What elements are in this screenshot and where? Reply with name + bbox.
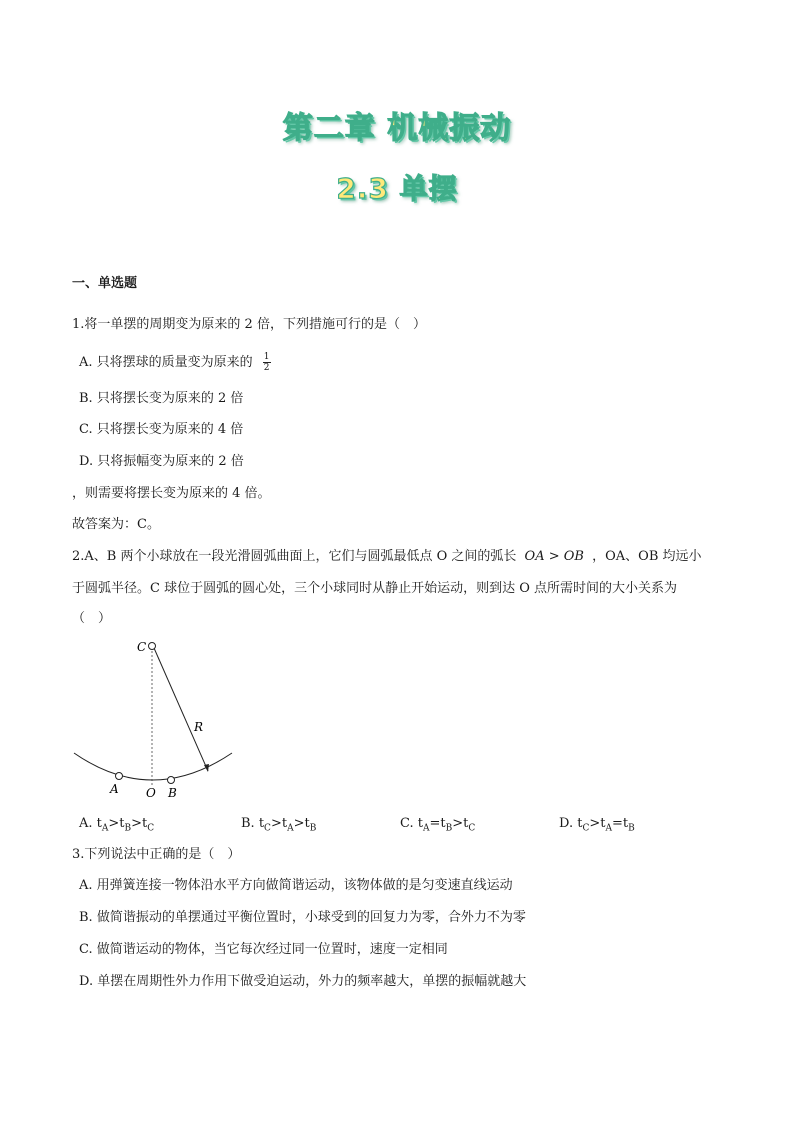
q1-option-d: D. 只将振幅变为原来的 2 倍 xyxy=(79,454,244,469)
option-text: =t xyxy=(611,816,629,831)
label-o: O xyxy=(146,786,156,800)
q2-option-d xyxy=(559,814,635,839)
subscript: B xyxy=(445,823,453,834)
subscript: B xyxy=(628,823,635,834)
subscript: A xyxy=(422,823,430,834)
subscript: B xyxy=(309,823,317,834)
option-text: =t xyxy=(429,816,446,831)
ball-a xyxy=(116,773,123,780)
q3-option-c: C. 做简谐运动的物体，当它每次经过同一位置时，速度一定相同 xyxy=(79,942,448,957)
ball-b xyxy=(168,777,175,784)
q3-option-d: D. 单摆在周期性外力作用下做受迫运动，外力的频率越大，单摆的振幅就越大 xyxy=(79,974,527,989)
option-text: >t xyxy=(452,816,469,831)
q2-stem-math: OA > OB xyxy=(524,549,584,564)
label-c: C xyxy=(137,640,147,654)
q1-option-a-fraction xyxy=(263,352,271,373)
ball-c xyxy=(149,643,156,650)
q1-option-b: B. 只将摆长变为原来的 2 倍 xyxy=(79,391,244,406)
q3-stem: 3.下列说法中正确的是（ ） xyxy=(72,847,241,862)
subscript: C xyxy=(468,823,476,834)
section-heading: 一、单选题 xyxy=(72,276,138,291)
label-b: B xyxy=(168,786,177,800)
option-text: C. t xyxy=(400,816,423,831)
option-text: >t xyxy=(131,816,148,831)
subscript: B xyxy=(124,823,132,834)
q2-option-b xyxy=(241,814,316,839)
q2-stem-line1 xyxy=(72,547,702,567)
option-text: B. t xyxy=(241,816,265,831)
q2-stem-part2: ，OA、OB 均远小 xyxy=(592,549,702,564)
q1-explanation: ，则需要将摆长变为原来的 4 倍。 xyxy=(72,486,271,501)
q3-option-a: A. 用弹簧连接一物体沿水平方向做简谐运动，该物体做的是匀变速直线运动 xyxy=(79,878,513,893)
subscript: A xyxy=(287,823,294,834)
q2-stem-line2: 于圆弧半径。C 球位于圆弧的圆心处，三个小球同时从静止开始运动，则到达 O 点所需时间的大小关系为 xyxy=(72,581,678,596)
option-text: >t xyxy=(270,816,288,831)
pendulum-arc-diagram xyxy=(70,635,240,805)
q1-stem: 1.将一单摆的周期变为原来的 2 倍，下列措施可行的是（ ） xyxy=(72,317,426,332)
q1-option-c: C. 只将摆长变为原来的 4 倍 xyxy=(79,422,244,437)
option-text: >t xyxy=(293,816,310,831)
subscript: C xyxy=(264,823,271,834)
q2-option-a xyxy=(79,814,154,839)
option-text: >t xyxy=(589,816,606,831)
q1-answer: 故答案为：C。 xyxy=(72,517,160,532)
option-text: D. t xyxy=(559,816,583,831)
subscript: C xyxy=(582,823,590,834)
q3-option-b: B. 做简谐振动的单摆通过平衡位置时，小球受到的回复力为零，合外力不为零 xyxy=(79,910,526,925)
fraction-numerator: 1 xyxy=(263,352,270,362)
q1-option-a xyxy=(79,352,271,373)
q2-stem-line3: （ ） xyxy=(72,611,112,626)
subscript: C xyxy=(147,823,155,834)
subscript: A xyxy=(605,823,612,834)
label-a: A xyxy=(110,782,119,796)
label-r: R xyxy=(194,720,204,734)
section-title: 2.3 单摆 xyxy=(336,172,458,205)
chapter-title: 第二章 机械振动 xyxy=(282,111,512,146)
fraction-denominator: 2 xyxy=(263,363,270,373)
radius-line xyxy=(154,648,208,771)
q2-option-c xyxy=(400,814,475,839)
option-text: >t xyxy=(108,816,125,831)
subscript: A xyxy=(101,823,109,834)
option-text: A. t xyxy=(79,816,102,831)
q1-option-a-text: A. 只将摆球的质量变为原来的 xyxy=(79,355,253,370)
q2-stem-part1: 2.A、B 两个小球放在一段光滑圆弧曲面上，它们与圆弧最低点 O 之间的弧长 xyxy=(72,549,517,564)
